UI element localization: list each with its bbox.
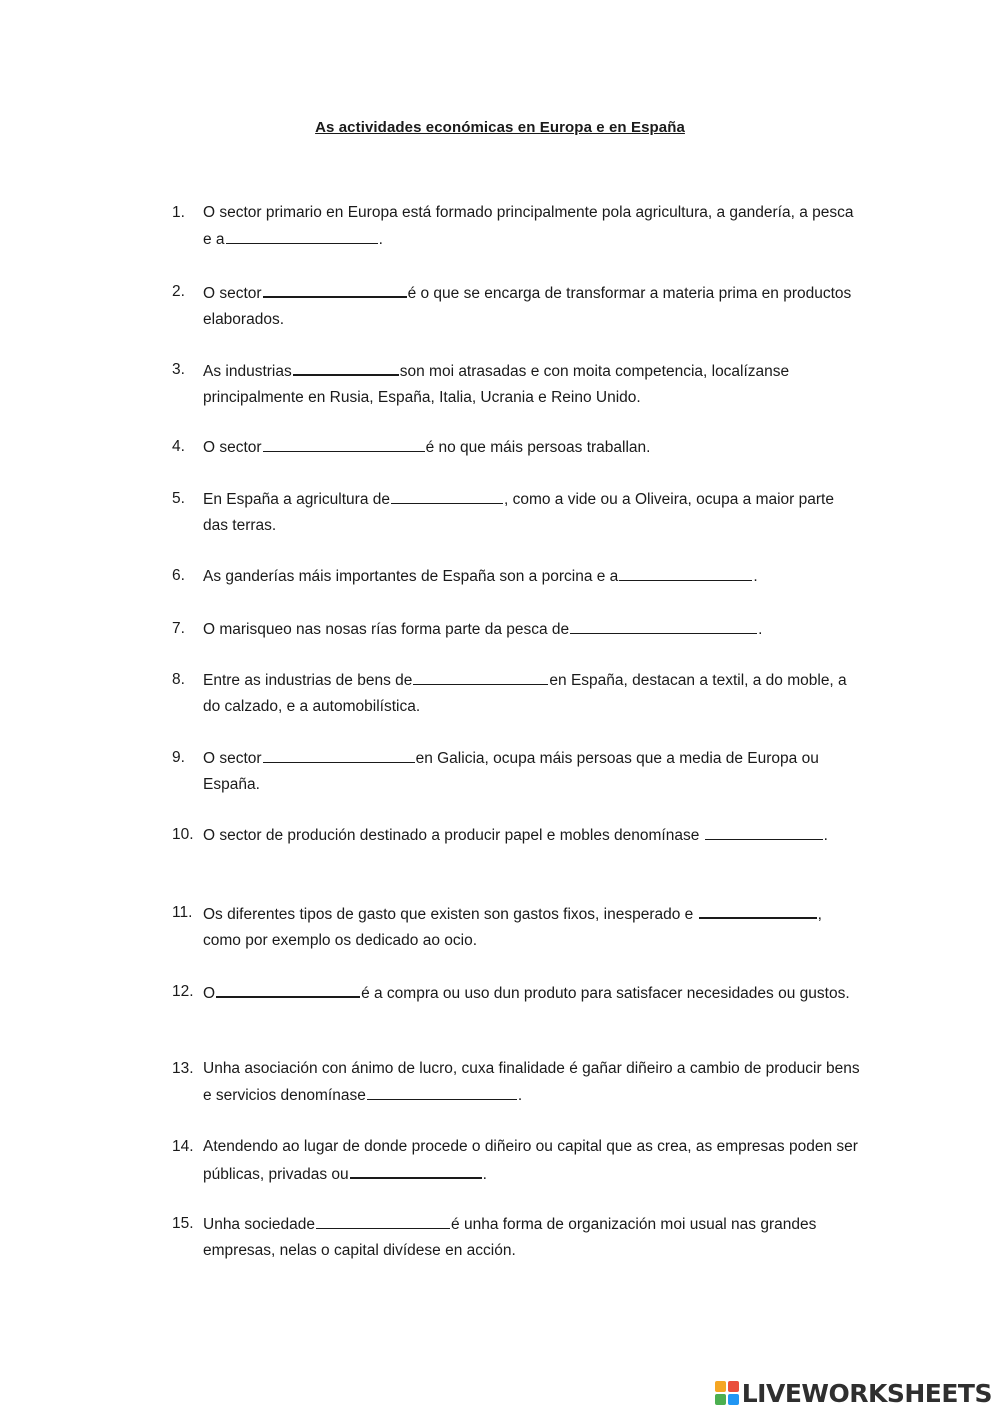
logo-square-orange (715, 1381, 726, 1392)
answer-blank[interactable] (226, 226, 378, 244)
question-text-end: . (753, 568, 758, 585)
question-text-start: As industrias (203, 363, 292, 380)
logo-square-blue (728, 1394, 739, 1405)
question-text-end: . (482, 1166, 487, 1183)
question-text (203, 279, 862, 333)
question-number: 14. (172, 1138, 194, 1155)
question-text-start: O sector de produción destinado a producir papel e mobles denomínase (203, 827, 700, 844)
question-item (172, 1211, 862, 1264)
answer-blank[interactable] (263, 279, 407, 298)
question-text-end: . (517, 1087, 523, 1104)
question-text-end: son moi atrasadas e con moita competencia, localízanse principalmente en Rusia, España, Italia, Ucrania e Reino Unido. (203, 363, 790, 406)
question-text-end: , como por exemplo os dedicado ao ocio. (203, 906, 822, 949)
question-text-end: é a compra ou uso dun produto para satisfacer necesidades ou gustos. (361, 985, 850, 1002)
question-text-start: O (203, 985, 216, 1002)
question-item (172, 900, 862, 954)
question-number: 11. (172, 904, 193, 921)
question-text (203, 745, 862, 798)
question-text (203, 1211, 862, 1264)
logo-square-red (728, 1381, 739, 1392)
answer-blank[interactable] (570, 616, 757, 634)
question-item (172, 822, 862, 849)
question-text-end: , como a vide ou a Oliveira, ocupa a maior parte das terras. (203, 491, 834, 534)
question-item (172, 1056, 862, 1109)
question-text-start: Os diferentes tipos de gasto que existen son gastos fixos, inesperado e (203, 906, 694, 923)
question-text (203, 200, 862, 253)
question-text-start: O sector (203, 285, 262, 302)
page-title: As actividades económicas en Europa e en España (315, 119, 685, 136)
question-number: 9. (172, 749, 185, 766)
question-text (203, 1056, 862, 1109)
question-text (203, 616, 862, 643)
question-text-end: . (758, 621, 763, 638)
question-number: 12. (172, 983, 194, 1000)
question-item (172, 616, 862, 643)
logo-text: LIVEWORKSHEETS (741, 1378, 992, 1408)
logo-square-green (715, 1394, 726, 1405)
question-text-start: O sector (203, 750, 262, 767)
question-text-start: As ganderías máis importantes de España son a porcina e a (203, 568, 619, 585)
answer-blank[interactable] (263, 434, 425, 452)
question-text-start: Unha asociación con ánimo de lucro, cuxa finalidade é gañar diñeiro a cambio de producir bens e servicios denomínase (203, 1060, 860, 1104)
question-text-start: Unha sociedade (203, 1216, 316, 1233)
question-item (172, 667, 862, 720)
liveworksheets-logo-icon (715, 1381, 739, 1405)
question-text-end: é o que se encarga de transformar a materia prima en productos elaborados. (203, 285, 852, 328)
question-text-end: é no que máis persoas traballan. (425, 439, 651, 456)
question-text (203, 486, 862, 539)
question-item (172, 1134, 862, 1188)
question-item (172, 563, 862, 590)
question-text-end: é unha forma de organización moi usual nas grandes empresas, nelas o capital divídese en acción. (203, 1216, 817, 1259)
question-number: 15. (172, 1215, 194, 1232)
answer-blank[interactable] (263, 745, 415, 763)
question-text (203, 822, 862, 849)
question-number: 10. (172, 826, 194, 843)
question-text-end: en Galicia, ocupa máis persoas que a media de Europa ou España. (203, 750, 819, 793)
question-item (172, 434, 862, 461)
question-item (172, 979, 862, 1007)
question-text-start: O sector (203, 439, 262, 456)
question-item (172, 486, 862, 539)
answer-blank[interactable] (705, 822, 823, 840)
question-text-start: Atendendo ao lugar de donde procede o diñeiro ou capital que as crea, as empresas poden ser públicas, privadas ou (203, 1138, 858, 1183)
question-number: 4. (172, 438, 185, 455)
liveworksheets-logo (715, 1379, 992, 1407)
question-number: 1. (172, 204, 185, 221)
question-text-end: . (823, 827, 828, 844)
question-text (203, 1134, 862, 1188)
question-text (203, 979, 862, 1007)
answer-blank[interactable] (216, 979, 360, 998)
question-number: 8. (172, 671, 185, 688)
answer-blank[interactable] (293, 357, 399, 376)
answer-blank[interactable] (619, 563, 752, 581)
question-text-end: . (378, 231, 383, 248)
question-text-start: Entre as industrias de bens de (203, 672, 413, 689)
question-text (203, 434, 862, 461)
answer-blank[interactable] (350, 1160, 482, 1179)
question-text (203, 563, 862, 590)
question-item (172, 279, 862, 333)
question-number: 13. (172, 1060, 194, 1077)
answer-blank[interactable] (367, 1082, 517, 1100)
question-item (172, 357, 862, 411)
answer-blank[interactable] (413, 667, 548, 685)
answer-blank[interactable] (316, 1211, 450, 1229)
question-text (203, 667, 862, 720)
question-number: 3. (172, 361, 185, 378)
question-number: 6. (172, 567, 185, 584)
question-text-start: O marisqueo nas nosas rías forma parte da pesca de (203, 621, 570, 638)
question-item (172, 200, 862, 253)
question-number: 7. (172, 620, 185, 637)
question-text (203, 357, 862, 411)
question-number: 5. (172, 490, 185, 507)
answer-blank[interactable] (391, 486, 503, 504)
question-item (172, 745, 862, 798)
question-number: 2. (172, 283, 185, 300)
question-text-end: en España, destacan a textil, a do moble, a do calzado, e a automobilística. (203, 672, 847, 715)
question-text-start: O sector primario en Europa está formado principalmente pola agricultura, a gandería, a pesca e a (203, 204, 854, 248)
answer-blank[interactable] (699, 900, 817, 919)
question-text (203, 900, 862, 954)
question-text-start: En España a agricultura de (203, 491, 390, 508)
